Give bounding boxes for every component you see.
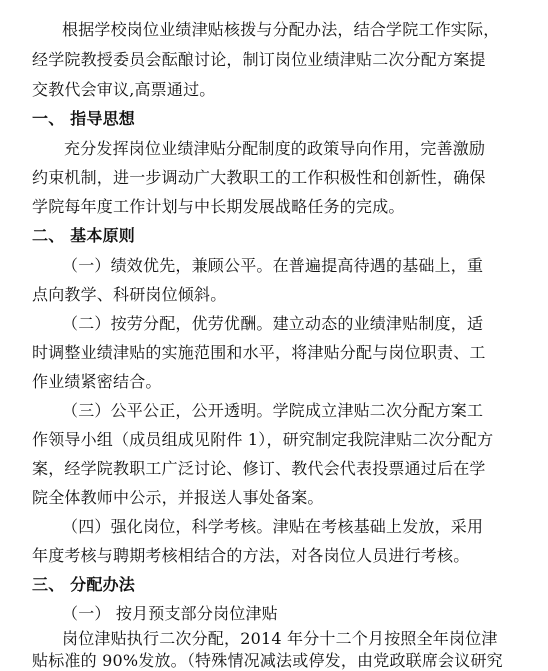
body-line: 案，经学院教职工广泛讨论、修订、教代会代表投票通过后在学 [32,459,486,478]
body-line: 交教代会审议,高票通过。 [32,80,216,99]
body-line: 点向教学、科研岗位倾斜。 [32,285,227,304]
body-line: 学院每年度工作计划与中长期发展战略任务的完成。 [32,197,405,216]
body-line: 岗位津贴执行二次分配，2014 年分十二个月按照全年岗位津 [62,629,498,648]
body-line: （一）绩效优先，兼顾公平。在普遍提高待遇的基础上，重 [62,256,484,275]
body-line: 充分发挥岗位业绩津贴分配制度的政策导向作用，完善激励 [64,139,486,158]
subsection-heading: （一） 按月预支部分岗位津贴 [62,604,278,623]
body-line: 作业绩紧密结合。 [32,372,162,391]
section-heading-2: 二、 基本原则 [32,226,135,245]
section-heading-3: 三、 分配办法 [32,575,135,594]
body-line: （二）按劳分配，优劳优酬。建立动态的业绩津贴制度，适 [62,314,484,333]
body-line: 经学院教授委员会酝酿讨论，制订岗位业绩津贴二次分配方案提 [32,50,486,69]
body-line: 作领导小组（成员组成见附件 1），研究制定我院津贴二次分配方 [32,430,494,449]
section-heading-1: 一、 指导思想 [32,109,135,128]
body-line: 约束机制，进一步调动广大教职工的工作积极性和创新性，确保 [32,168,486,187]
body-line: 院全体教师中公示，并报送人事处备案。 [32,488,324,507]
body-line: （三）公平公正，公开透明。学院成立津贴二次分配方案工 [62,401,484,420]
body-line: 时调整业绩津贴的实施范围和水平，将津贴分配与岗位职责、工 [32,343,486,362]
body-line: 根据学校岗位业绩津贴核拨与分配办法，结合学院工作实际， [62,20,500,39]
body-line: 年度考核与聘期考核相结合的方法，对各岗位人员进行考核。 [32,546,470,565]
body-line: （四）强化岗位，科学考核。津贴在考核基础上发放，采用 [62,517,484,536]
body-line: 贴标准的 90%发放。（特殊情况减法或停发，由党政联席会议研究 [32,651,503,670]
